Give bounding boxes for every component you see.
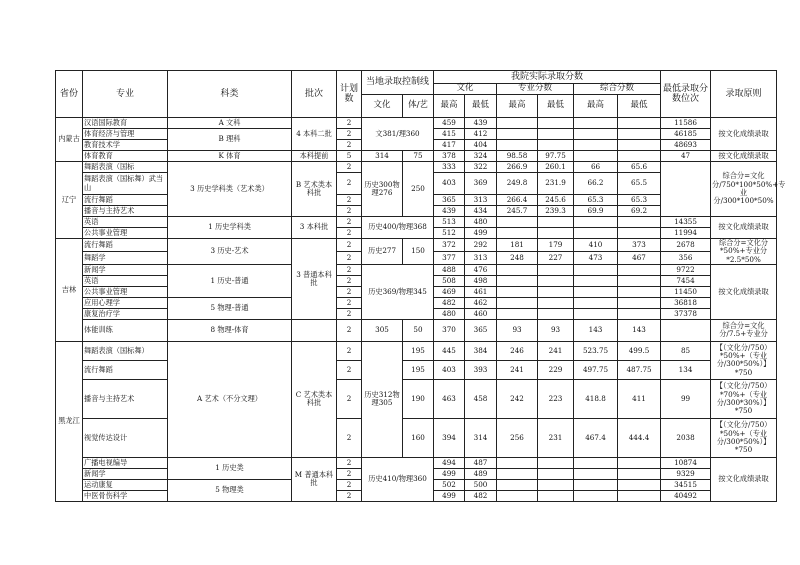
- control-line-cell: 文381/理360: [362, 118, 434, 151]
- category-cell: 1 历史学科类: [168, 217, 292, 239]
- wh-max-cell: 333: [434, 162, 465, 173]
- header-wh-max: 最高: [434, 95, 465, 118]
- rank-cell: 99: [661, 379, 711, 418]
- wh-max-cell: 377: [434, 251, 465, 264]
- plan-cell: 2: [337, 490, 362, 501]
- zy-max-cell: 242: [497, 379, 538, 418]
- control-wenhua-cell: 历史277: [362, 239, 403, 265]
- wh-max-cell: 417: [434, 140, 465, 151]
- zh-min-cell: 69.2: [618, 206, 661, 217]
- control-line-cell: 历史410/物理360: [362, 457, 434, 501]
- major-cell: 体育经济与管理: [83, 129, 168, 140]
- wh-min-cell: 482: [465, 490, 497, 501]
- header-min-rank: 最低录取分数位次: [661, 71, 711, 118]
- wh-max-cell: 488: [434, 264, 465, 275]
- wh-min-cell: 462: [465, 297, 497, 308]
- wh-min-cell: 292: [465, 239, 497, 252]
- zh-min-cell: 143: [618, 319, 661, 341]
- major-cell: 汉语国际教育: [83, 118, 168, 129]
- major-cell: 舞蹈学: [83, 251, 168, 264]
- header-major: 专业: [83, 71, 168, 118]
- rank-cell: 40492: [661, 490, 711, 501]
- zy-min-cell: 93: [538, 319, 574, 341]
- wh-min-cell: 480: [465, 217, 497, 228]
- header-zh-max: 最高: [574, 95, 618, 118]
- principle-cell: 按文化成绩录取: [711, 118, 777, 151]
- major-cell: 中医骨伤科学: [83, 490, 168, 501]
- control-line-cell: 历史400/物理368: [362, 217, 434, 239]
- header-wh-min: 最低: [465, 95, 497, 118]
- wh-max-cell: 415: [434, 129, 465, 140]
- control-tiyi-cell: 160: [403, 418, 434, 457]
- wh-max-cell: 512: [434, 228, 465, 239]
- principle-cell: 综合分=文化分/750*100*50%+专业分/300*100*50%: [711, 162, 777, 217]
- rank-cell: 14355: [661, 217, 711, 228]
- zy-max-cell: [497, 118, 538, 129]
- category-cell: 5 物理-普通: [168, 297, 292, 319]
- rank-cell: [661, 162, 711, 217]
- header-control-line: 当地录取控制线: [362, 71, 434, 95]
- wh-max-cell: 482: [434, 297, 465, 308]
- zy-max-cell: 181: [497, 239, 538, 252]
- batch-cell: B 艺术类本科批: [292, 162, 337, 217]
- plan-cell: 2: [337, 457, 362, 468]
- plan-cell: 2: [337, 195, 362, 206]
- major-cell: 流行舞蹈: [83, 360, 168, 379]
- rank-cell: 9722: [661, 264, 711, 275]
- principle-cell: 按文化成绩录取: [711, 457, 777, 501]
- wh-max-cell: 469: [434, 286, 465, 297]
- major-cell: 教育技术学: [83, 140, 168, 151]
- plan-cell: 2: [337, 418, 362, 457]
- wh-max-cell: 439: [434, 206, 465, 217]
- control-tiyi-cell: 195: [403, 360, 434, 379]
- principle-cell: 按文化成绩录取: [711, 217, 777, 239]
- category-cell: 8 物理-体育: [168, 319, 292, 341]
- header-control-tiyi: 体/艺: [403, 95, 434, 118]
- header-zhuanye: 专业分数: [497, 84, 574, 95]
- zh-min-cell: 65.6: [618, 162, 661, 173]
- principle-cell: 综合分=文化分*50%+专业分*2.5*50%: [711, 239, 777, 265]
- header-wenhua: 文化: [434, 84, 497, 95]
- control-wenhua-cell: 历史312物理305: [362, 341, 403, 457]
- rank-cell: 2038: [661, 418, 711, 457]
- rank-cell: 85: [661, 341, 711, 360]
- category-cell: 3 历史-艺术: [168, 239, 292, 265]
- major-cell: 英语: [83, 275, 168, 286]
- zh-max-cell: [574, 118, 618, 129]
- rank-cell: 47: [661, 151, 711, 162]
- plan-cell: 2: [337, 162, 362, 173]
- zh-max-cell: 66: [574, 162, 618, 173]
- wh-max-cell: 459: [434, 118, 465, 129]
- zy-min-cell: 229: [538, 360, 574, 379]
- zy-max-cell: 245.7: [497, 206, 538, 217]
- header-category: 科类: [168, 71, 292, 118]
- rank-cell: 356: [661, 251, 711, 264]
- batch-cell: M 普通本科批: [292, 457, 337, 501]
- plan-cell: 2: [337, 319, 362, 341]
- rank-cell: 46185: [661, 129, 711, 140]
- rank-cell: 10874: [661, 457, 711, 468]
- zy-min-cell: 241: [538, 341, 574, 360]
- plan-cell: 2: [337, 251, 362, 264]
- zy-max-cell: 98.58: [497, 151, 538, 162]
- major-cell: 公共事业管理: [83, 228, 168, 239]
- zh-min-cell: 467: [618, 251, 661, 264]
- wh-min-cell: 324: [465, 151, 497, 162]
- zy-max-cell: 266.9: [497, 162, 538, 173]
- major-cell: 康复治疗学: [83, 308, 168, 319]
- plan-cell: 2: [337, 360, 362, 379]
- header-principle: 录取原则: [711, 71, 777, 118]
- header-batch: 批次: [292, 71, 337, 118]
- major-cell: 视觉传达设计: [83, 418, 168, 457]
- control-tiyi-cell: 50: [403, 319, 434, 341]
- wh-min-cell: 393: [465, 360, 497, 379]
- zh-max-cell: 65.3: [574, 195, 618, 206]
- wh-min-cell: 461: [465, 286, 497, 297]
- header-zonghe: 综合分数: [574, 84, 661, 95]
- principle-cell: 【（文化分/750）*70%+（专业分/300*30%）】*750: [711, 379, 777, 418]
- zh-max-cell: 69.9: [574, 206, 618, 217]
- batch-cell: 本科提前: [292, 151, 337, 162]
- rank-cell: 48693: [661, 140, 711, 151]
- category-cell: 1 历史类: [168, 457, 292, 479]
- zh-min-cell: [618, 118, 661, 129]
- zy-min-cell: 231.9: [538, 173, 574, 195]
- zy-min-cell: 223: [538, 379, 574, 418]
- category-cell: A 文科: [168, 118, 292, 129]
- wh-min-cell: 460: [465, 308, 497, 319]
- wh-max-cell: 499: [434, 468, 465, 479]
- zy-max-cell: 266.4: [497, 195, 538, 206]
- wh-min-cell: 498: [465, 275, 497, 286]
- principle-cell: 按文化成绩录取: [711, 264, 777, 319]
- plan-cell: 2: [337, 286, 362, 297]
- rank-cell: 37378: [661, 308, 711, 319]
- zh-min-cell: 65.5: [618, 173, 661, 195]
- zy-max-cell: 249.8: [497, 173, 538, 195]
- plan-cell: 2: [337, 118, 362, 129]
- control-tiyi-cell: 250: [403, 162, 434, 217]
- wh-min-cell: 384: [465, 341, 497, 360]
- wh-min-cell: 434: [465, 206, 497, 217]
- principle-cell: 按文化成绩录取: [711, 151, 777, 162]
- control-tiyi-cell: 75: [403, 151, 434, 162]
- wh-max-cell: 445: [434, 341, 465, 360]
- header-actual-scores: 我院实际录取分数: [434, 71, 661, 84]
- zy-min-cell: 231: [538, 418, 574, 457]
- zh-max-cell: 418.8: [574, 379, 618, 418]
- wh-max-cell: 403: [434, 360, 465, 379]
- zy-max-cell: 256: [497, 418, 538, 457]
- header-zh-min: 最低: [618, 95, 661, 118]
- plan-cell: 5: [337, 151, 362, 162]
- admission-scores-table: [55, 70, 786, 502]
- rank-cell: 11994: [661, 228, 711, 239]
- province-cell: 内蒙古: [56, 118, 83, 162]
- rank-cell: 7454: [661, 275, 711, 286]
- wh-max-cell: 508: [434, 275, 465, 286]
- wh-max-cell: 463: [434, 379, 465, 418]
- wh-max-cell: 480: [434, 308, 465, 319]
- wh-max-cell: 372: [434, 239, 465, 252]
- principle-cell: 【（文化分/750）*50%+（专业分/300*50%）】*750: [711, 341, 777, 379]
- wh-min-cell: 476: [465, 264, 497, 275]
- rank-cell: 9329: [661, 468, 711, 479]
- principle-cell: 综合分=文化分/7.5+专业分: [711, 319, 777, 341]
- rank-cell: 134: [661, 360, 711, 379]
- batch-cell: 4 本科二批: [292, 118, 337, 151]
- zh-min-cell: 65.3: [618, 195, 661, 206]
- major-cell: 体育教育: [83, 151, 168, 162]
- zy-min-cell: 245.6: [538, 195, 574, 206]
- principle-cell: 【（文化分/750）*50%+（专业分/300*50%）】*750: [711, 418, 777, 457]
- wh-max-cell: 513: [434, 217, 465, 228]
- plan-cell: 2: [337, 129, 362, 140]
- zh-min-cell: 487.75: [618, 360, 661, 379]
- zy-max-cell: 93: [497, 319, 538, 341]
- zy-min-cell: 179: [538, 239, 574, 252]
- plan-cell: 2: [337, 341, 362, 360]
- zh-min-cell: 444.4: [618, 418, 661, 457]
- rank-cell: 34515: [661, 479, 711, 490]
- province-cell: 黑龙江: [56, 341, 83, 501]
- plan-cell: 2: [337, 468, 362, 479]
- wh-min-cell: 499: [465, 228, 497, 239]
- control-wenhua-cell: 305: [362, 319, 403, 341]
- control-tiyi-cell: 195: [403, 341, 434, 360]
- control-wenhua-cell: 历史300物理276: [362, 162, 403, 217]
- zy-max-cell: 246: [497, 341, 538, 360]
- control-tiyi-cell: 190: [403, 379, 434, 418]
- zh-max-cell: 410: [574, 239, 618, 252]
- wh-min-cell: 500: [465, 479, 497, 490]
- plan-cell: 2: [337, 264, 362, 275]
- control-line-cell: 历史369/物理345: [362, 264, 434, 319]
- wh-min-cell: 412: [465, 129, 497, 140]
- major-cell: 公共事业管理: [83, 286, 168, 297]
- major-cell: 广播电视编导: [83, 457, 168, 468]
- zy-max-cell: 248: [497, 251, 538, 264]
- control-wenhua-cell: 314: [362, 151, 403, 162]
- header-zy-max: 最高: [497, 95, 538, 118]
- major-cell: 舞蹈表演（国标舞）: [83, 341, 168, 360]
- major-cell: 体能训练: [83, 319, 168, 341]
- category-cell: A 艺术（不分文理）: [168, 341, 292, 457]
- major-cell: 英语: [83, 217, 168, 228]
- plan-cell: 2: [337, 479, 362, 490]
- category-cell: K 体育: [168, 151, 292, 162]
- zy-max-cell: 241: [497, 360, 538, 379]
- wh-min-cell: 489: [465, 468, 497, 479]
- batch-cell: C 艺术类本科批: [292, 341, 337, 457]
- category-cell: 3 历史学科类（艺术类）: [168, 162, 292, 217]
- batch-cell: [292, 319, 337, 341]
- zh-max-cell: 473: [574, 251, 618, 264]
- wh-min-cell: 404: [465, 140, 497, 151]
- wh-max-cell: 370: [434, 319, 465, 341]
- wh-max-cell: 403: [434, 173, 465, 195]
- wh-min-cell: 365: [465, 319, 497, 341]
- major-cell: 播音与主持艺术: [83, 379, 168, 418]
- wh-min-cell: 487: [465, 457, 497, 468]
- zh-min-cell: 411: [618, 379, 661, 418]
- plan-cell: 2: [337, 379, 362, 418]
- province-cell: 吉林: [56, 239, 83, 342]
- rank-cell: 2678: [661, 239, 711, 252]
- wh-max-cell: 394: [434, 418, 465, 457]
- zh-max-cell: 143: [574, 319, 618, 341]
- major-cell: 运动康复: [83, 479, 168, 490]
- wh-min-cell: 313: [465, 195, 497, 206]
- wh-min-cell: 313: [465, 251, 497, 264]
- zy-min-cell: 239.3: [538, 206, 574, 217]
- category-cell: 5 物理类: [168, 479, 292, 501]
- wh-min-cell: 322: [465, 162, 497, 173]
- category-cell: 1 历史-普通: [168, 264, 292, 297]
- zy-min-cell: 260.1: [538, 162, 574, 173]
- zh-max-cell: 497.75: [574, 360, 618, 379]
- zh-max-cell: 66.2: [574, 173, 618, 195]
- rank-cell: 11450: [661, 286, 711, 297]
- major-cell: 播音与主持艺术: [83, 206, 168, 217]
- zy-min-cell: [538, 118, 574, 129]
- control-tiyi-cell: 150: [403, 239, 434, 265]
- zh-max-cell: 467.4: [574, 418, 618, 457]
- plan-cell: 2: [337, 206, 362, 217]
- wh-max-cell: 365: [434, 195, 465, 206]
- major-cell: 流行舞蹈: [83, 239, 168, 252]
- plan-cell: 2: [337, 228, 362, 239]
- plan-cell: 2: [337, 173, 362, 195]
- plan-cell: 2: [337, 239, 362, 252]
- header-plan: 计划数: [337, 71, 362, 118]
- major-cell: 新闻学: [83, 468, 168, 479]
- header-zy-min: 最低: [538, 95, 574, 118]
- wh-max-cell: 494: [434, 457, 465, 468]
- plan-cell: 2: [337, 275, 362, 286]
- plan-cell: 2: [337, 140, 362, 151]
- plan-cell: 2: [337, 297, 362, 308]
- major-cell: 流行舞蹈: [83, 195, 168, 206]
- zy-min-cell: 97.75: [538, 151, 574, 162]
- province-cell: 辽宁: [56, 162, 83, 239]
- wh-max-cell: 502: [434, 479, 465, 490]
- rank-cell: [661, 319, 711, 341]
- header-province: 省份: [56, 71, 83, 118]
- wh-min-cell: 369: [465, 173, 497, 195]
- plan-cell: 2: [337, 217, 362, 228]
- batch-cell: 3 本科批: [292, 217, 337, 239]
- zy-min-cell: 227: [538, 251, 574, 264]
- zh-max-cell: 523.75: [574, 341, 618, 360]
- major-cell: 新闻学: [83, 264, 168, 275]
- wh-max-cell: 378: [434, 151, 465, 162]
- rank-cell: 11586: [661, 118, 711, 129]
- zh-min-cell: 373: [618, 239, 661, 252]
- category-cell: B 理科: [168, 129, 292, 151]
- major-cell: 应用心理学: [83, 297, 168, 308]
- wh-max-cell: 499: [434, 490, 465, 501]
- plan-cell: 2: [337, 308, 362, 319]
- wh-min-cell: 439: [465, 118, 497, 129]
- header-control-wenhua: 文化: [362, 95, 403, 118]
- batch-cell: 3 普通本科批: [292, 239, 337, 320]
- wh-min-cell: 458: [465, 379, 497, 418]
- wh-min-cell: 314: [465, 418, 497, 457]
- major-cell: 舞蹈表演（国标: [83, 162, 168, 173]
- rank-cell: 36818: [661, 297, 711, 308]
- major-cell: 舞蹈表演（国标舞）武当山: [83, 173, 168, 195]
- zh-min-cell: 499.5: [618, 341, 661, 360]
